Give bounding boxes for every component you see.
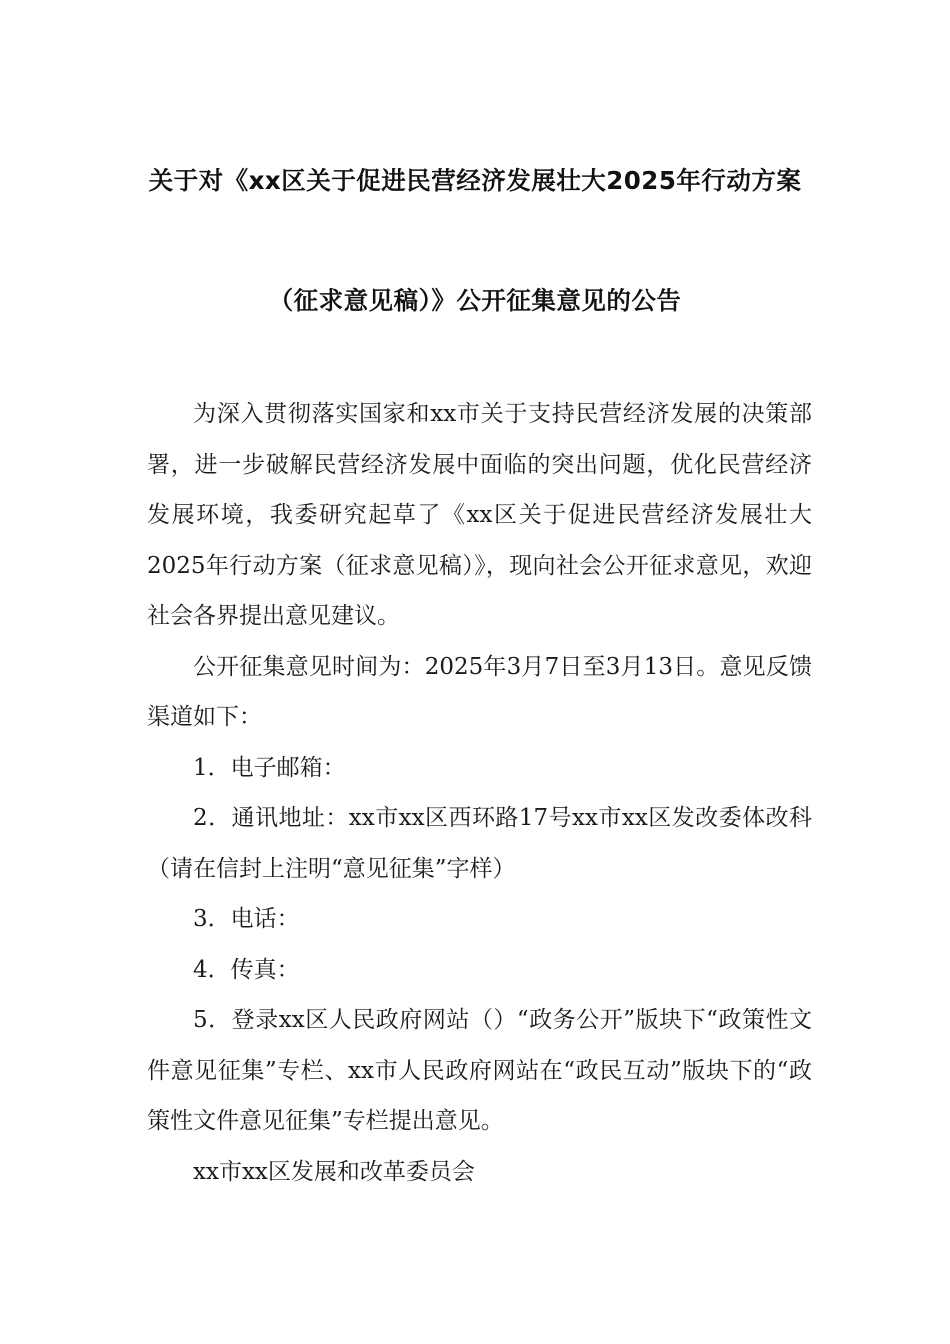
list-item-phone: 3．电话：	[193, 906, 300, 932]
document-title-line-2: （征求意见稿）》公开征集意见的公告	[268, 286, 682, 315]
signature-organization: xx市xx区发展和改革委员会	[193, 1158, 475, 1185]
list-item-address: 2．通讯地址：xx市xx区西环路17号xx市xx区发改委体改科（请在信封上注明“意见征集”字样）	[147, 805, 812, 882]
document-title-line-1: 关于对《xx区关于促进民营经济发展壮大2025年行动方案	[148, 166, 802, 195]
paragraph-period: 公开征集意见时间为：2025年3月7日至3月13日。意见反馈渠道如下：	[147, 653, 812, 730]
paragraph-intro: 为深入贯彻落实国家和xx市关于支持民营经济发展的决策部署，进一步破解民营经济发展中面临的突出问题，优化民营经济发展环境，我委研究起草了《xx区关于促进民营经济发展壮大2025年行动方案（征求意见稿）》，现向社会公开征求意见，欢迎社会各界提出意见建议。	[147, 401, 812, 629]
list-item-email: 1．电子邮箱：	[193, 754, 346, 781]
list-item-fax: 4．传真：	[193, 956, 300, 983]
document-body	[147, 389, 812, 1197]
list-item-website: 5．登录xx区人民政府网站（）“政务公开”版块下“政策性文件意见征集”专栏、xx市人民政府网站在“政民互动”版块下的“政策性文件意见征集”专栏提出意见。	[147, 1007, 812, 1134]
